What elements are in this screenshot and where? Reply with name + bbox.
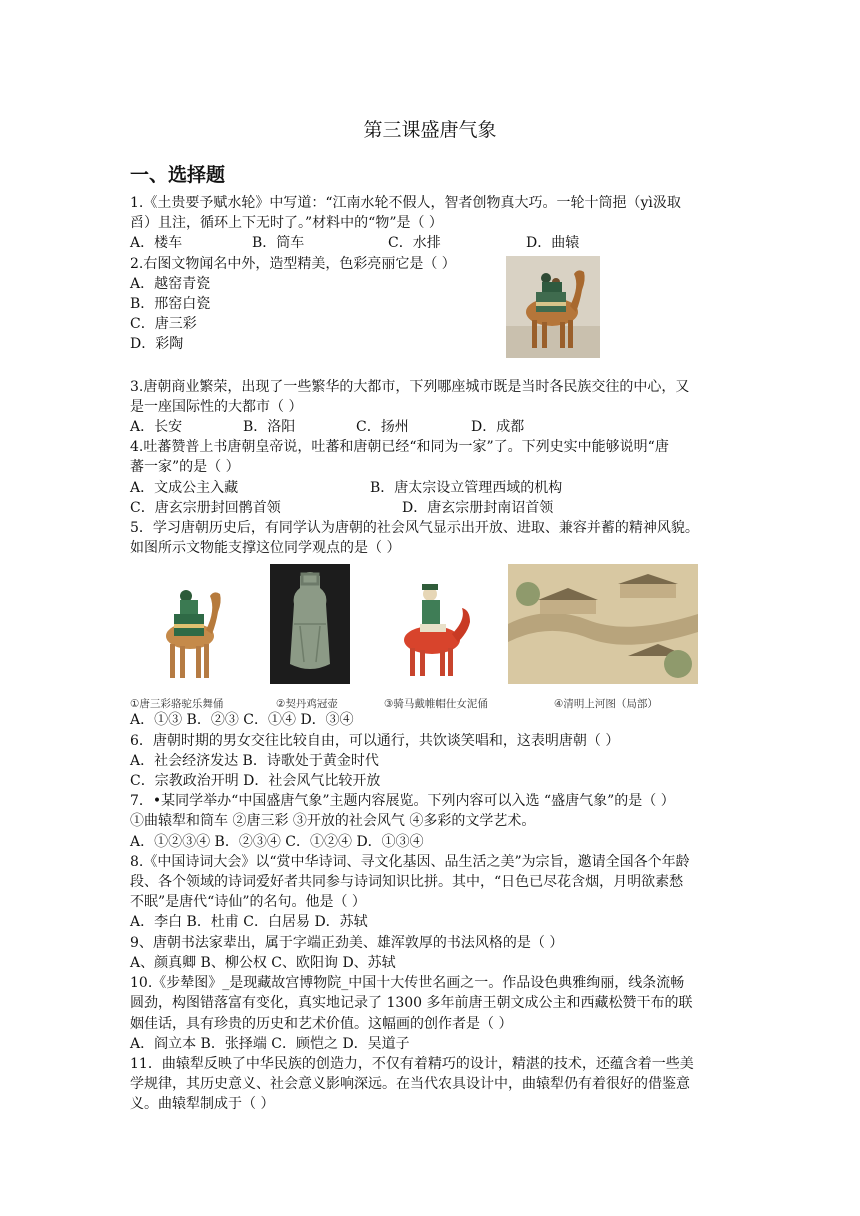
question-text: 是一座国际性的大都市（ ） — [130, 398, 303, 415]
option-d: D．唐玄宗册封南诏首领 — [402, 499, 554, 516]
question-text: 2.右图文物闻名中外，造型精美，色彩亮丽它是（ ） — [130, 255, 456, 272]
option-c: C．水排 — [388, 235, 441, 252]
question-text: 学规律，其历史意义、社会意义影响深远。在当代农具设计中，曲辕犁仍有着很好的借鉴意 — [130, 1076, 690, 1093]
qingming-scroll-image — [508, 564, 698, 684]
caption-1: ①唐三彩骆驼乐舞俑 — [130, 698, 224, 711]
answer-options: C．宗教政治开明 D．社会风气比较开放 — [130, 773, 381, 790]
option-c: C．唐玄宗册封回鹘首领 — [130, 499, 281, 516]
option-d: D．成都 — [471, 419, 525, 436]
question-text: 圆劲，构图错落富有变化，真实地记录了 1300 多年前唐王朝文成公主和西藏松赞干布的联 — [130, 995, 693, 1012]
answer-options: A．阎立本 B．张择端 C．顾恺之 D．吴道子 — [130, 1035, 410, 1052]
horse-rider-figurine-image — [388, 570, 478, 684]
answer-options-row-1 — [130, 478, 730, 498]
caption-2: ②契丹鸡冠壶 — [276, 698, 338, 711]
section-heading: 一、选择题 — [130, 164, 226, 186]
question-text: 6．唐朝时期的男女交往比较自由，可以通行，共饮谈笑唱和，这表明唐朝（ ） — [130, 732, 620, 749]
option-d: D．曲辕 — [526, 235, 580, 252]
question-1 — [130, 193, 730, 254]
question-text: 如图所示文物能支撑这位同学观点的是（ ） — [130, 540, 401, 557]
question-8 — [130, 852, 730, 933]
option-b: B．筒车 — [252, 235, 305, 252]
question-text: 5．学习唐朝历史后，有同学认为唐朝的社会风气显示出开放、进取、兼容并蓄的精神风貌。 — [130, 520, 699, 537]
question-text: 3.唐朝商业繁荣，出现了一些繁华的大都市，下列哪座城市既是当时各民族交往的中心，又 — [130, 378, 690, 395]
option-c: C．唐三彩 — [130, 316, 197, 333]
question-5 — [130, 518, 730, 731]
caption-3: ③骑马戴帷帽仕女泥俑 — [384, 698, 488, 711]
option-a: A．文成公主入藏 — [130, 479, 239, 496]
question-3 — [130, 377, 730, 438]
question-10 — [130, 973, 730, 1054]
option-a: A．楼车 — [130, 235, 183, 252]
option-a: A．长安 — [130, 419, 183, 436]
answer-options: A．①③ B．②③ C．①④ D．③④ — [130, 712, 354, 729]
answer-options — [130, 233, 730, 253]
question-text: 段、各个领域的诗词爱好者共同参与诗词知识比拼。其中，“日色已尽花含烟，月明欲素愁 — [130, 874, 684, 891]
option-b: B．邢窑白瓷 — [130, 296, 211, 313]
question-11 — [130, 1054, 730, 1115]
question-text: 不眠”是唐代“诗仙”的名句。他是（ ） — [130, 894, 366, 911]
question-4 — [130, 437, 730, 518]
question-items: ①曲辕犁和筒车 ②唐三彩 ③开放的社会风气 ④多彩的文学艺术。 — [130, 813, 536, 830]
question-text: 8.《中国诗词大会》以“赏中华诗词、寻文化基因、品生活之美”为宗旨，邀请全国各个年龄 — [130, 853, 690, 870]
question-text: 9、唐朝书法家辈出，属于字端正劲美、雄浑敦厚的书法风格的是（ ） — [130, 934, 564, 951]
question-text: 10.《步辇图》_是现藏故宫博物院_中国十大传世名画之一。作品设色典雅绚丽，线条流畅 — [130, 975, 685, 992]
question-text: 姻佳话，具有珍贵的历史和艺术价值。这幅画的创作者是（ ） — [130, 1015, 513, 1032]
question-text: 舀）且注，循环上下无时了。”材料中的“物”是（ ） — [130, 215, 443, 232]
question-7 — [130, 791, 730, 852]
tang-sancai-camel-image — [506, 256, 600, 358]
answer-options: A．社会经济发达 B．诗歌处于黄金时代 — [130, 752, 379, 769]
option-d: D．彩陶 — [130, 336, 184, 353]
option-b: B．唐太宗设立管理西域的机构 — [370, 479, 563, 496]
question-9 — [130, 933, 730, 973]
option-a: A．越窑青瓷 — [130, 275, 211, 292]
question-text: 蕃一家”的是（ ） — [130, 459, 240, 476]
question-text: 11．曲辕犁反映了中华民族的创造力，不仅有着精巧的设计，精湛的技术，还蕴含着一些美 — [130, 1055, 694, 1072]
answer-options — [130, 417, 730, 437]
answer-options-row-2 — [130, 498, 730, 518]
question-text: 4.吐蕃赞普上书唐朝皇帝说，吐蕃和唐朝已经“和同为一家”了。下列史实中能够说明“唐 — [130, 439, 669, 456]
question-text: 7．•某同学举办“中国盛唐气象”主题内容展览。下列内容可以入选 “盛唐气象”的是（ ） — [130, 793, 675, 810]
option-c: C．扬州 — [356, 419, 409, 436]
question-6 — [130, 731, 730, 792]
question-text: 1.《土贵要予赋水轮》中写道：“江南水轮不假人，智者创物真大巧。一轮十筒挹（yì汲取 — [130, 195, 681, 211]
answer-options: A．①②③④ B．②③④ C．①②④ D．①③④ — [130, 833, 424, 850]
option-b: B．洛阳 — [243, 419, 296, 436]
answer-options: A．李白 B．杜甫 C．白居易 D．苏轼 — [130, 914, 368, 931]
cockscomb-pot-image — [270, 564, 350, 684]
answer-options: A、颜真卿 B、柳公权 C、欧阳询 D、苏轼 — [130, 954, 396, 971]
camel-figurine-image — [144, 570, 238, 690]
question-text: 义。曲辕犁制成于（ ） — [130, 1096, 275, 1113]
artifact-gallery — [130, 564, 730, 714]
question-2 — [130, 254, 730, 377]
caption-4: ④清明上河图（局部） — [554, 698, 658, 711]
page-title: 第三课盛唐气象 — [363, 119, 497, 141]
question-list — [130, 193, 730, 1115]
